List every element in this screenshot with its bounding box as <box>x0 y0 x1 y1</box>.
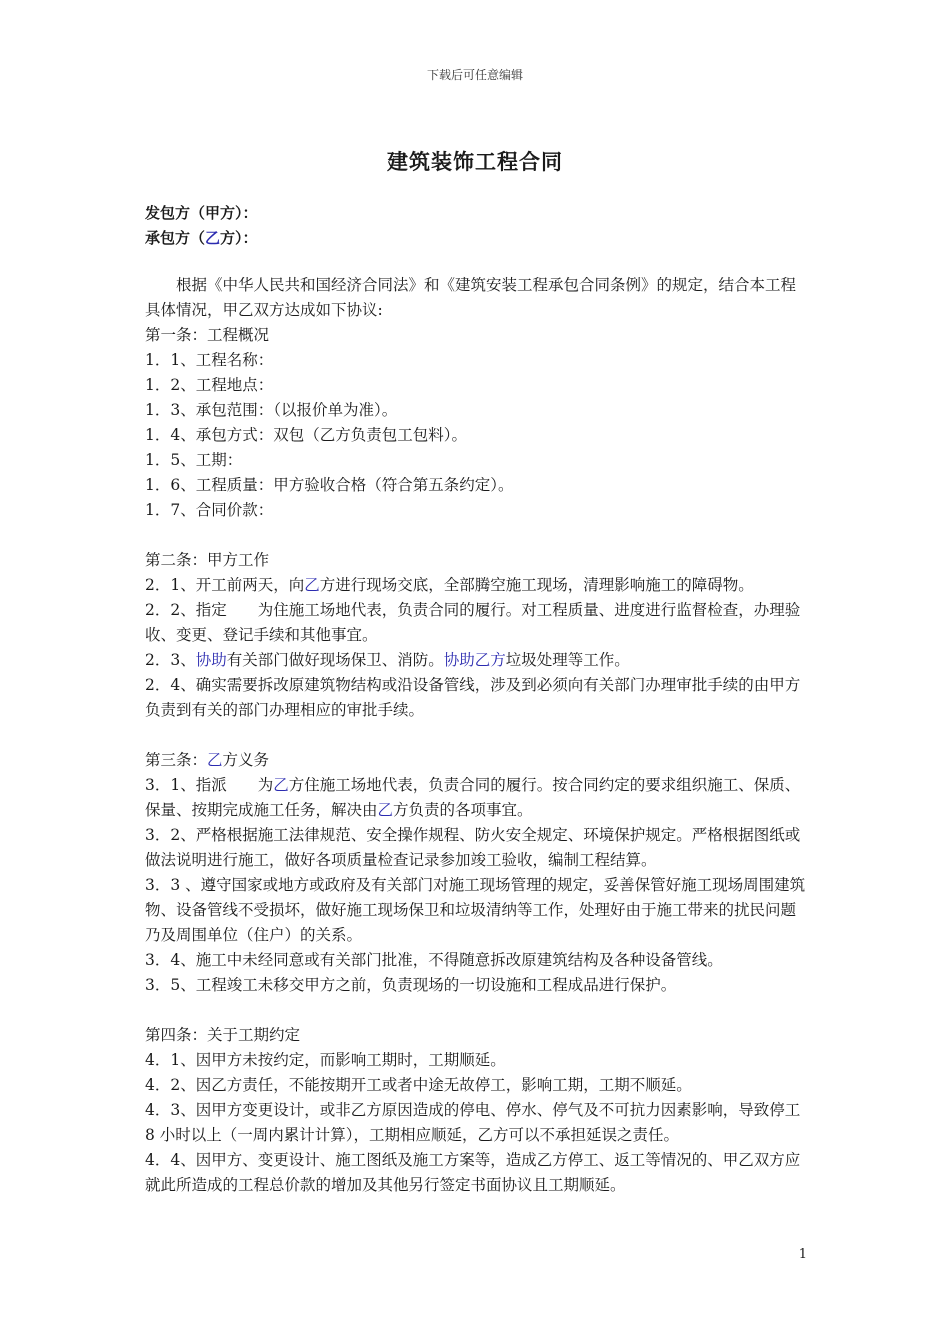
text-segment: 方义务 <box>222 751 270 769</box>
page-number: 1 <box>798 1247 807 1262</box>
party-b-line <box>145 227 258 248</box>
contract-title: 建筑装饰工程合同 <box>387 149 563 174</box>
article3-item-3: 3．3 、遵守国家或地方或政府及有关部门对施工现场管理的规定，妥善保管好施工现场周围建筑物、设备管线不受损坏，做好施工现场保卫和垃圾清纳等工作，处理好由于施工带来的扰民问题乃及周围单位（住户）的关系。 <box>145 876 806 944</box>
article3-item-1 <box>145 773 807 823</box>
article4-item: 4．3、因甲方变更设计，或非乙方原因造成的停电、停水、停气及不可抗力因素影响，导致停工 8 小时以上（一周内累计计算），工期相应顺延，乙方可以不承担延误之责任。 <box>145 1101 801 1144</box>
spacer <box>145 723 807 748</box>
article1-item: 1．5、工期： <box>145 451 243 469</box>
contract-body <box>145 273 807 1198</box>
spacer <box>145 998 807 1023</box>
highlight-segment: 乙 <box>273 776 289 794</box>
highlight-segment: 乙 <box>377 801 394 819</box>
article1-item: 1．7、合同价款： <box>145 501 274 519</box>
article2-item-2: 2．2、指定 为住施工场地代表，负责合同的履行。对工程质量、进度进行监督检查，办理验收、变更、登记手续和其他事宜。 <box>145 601 801 644</box>
article2-item-3 <box>145 648 807 673</box>
article1-item: 1．2、工程地点： <box>145 376 274 394</box>
article3-heading <box>145 748 807 773</box>
highlight-segment: 乙 <box>304 576 320 594</box>
article2-heading: 第二条：甲方工作 <box>145 551 270 569</box>
article3-item-4: 3．4、施工中未经同意或有关部门批准，不得随意拆改原建筑结构及各种设备管线。 <box>145 951 723 969</box>
article3-item-5: 3．5、工程竣工未移交甲方之前，负责现场的一切设施和工程成品进行保护。 <box>145 976 677 994</box>
highlight-segment: 乙 <box>207 751 223 769</box>
party-a-line: 发包方（甲方）： <box>145 204 258 222</box>
article4-heading: 第四条：关于工期约定 <box>145 1026 301 1044</box>
text-segment: 3．1、指派 为 <box>145 776 274 794</box>
article3-item-2: 3．2、严格根据施工法律规范、安全操作规程、防火安全规定、环境保护规定。严格根据图纸或做法说明进行施工，做好各项质量检查记录参加竣工验收，编制工程结算。 <box>145 826 801 869</box>
text-segment: 方进行现场交底，全部腾空施工现场，清理影响施工的障碍物。 <box>319 576 754 594</box>
article2-item-1 <box>145 573 807 598</box>
text-segment: 2．3、 <box>145 651 196 669</box>
spacer <box>145 523 807 548</box>
text-segment: 方负责的各项事宜。 <box>393 801 533 819</box>
article1-item: 1．4、承包方式：双包（乙方负责包工包料）。 <box>145 426 467 444</box>
article1-item: 1．1、工程名称： <box>145 351 274 369</box>
article4-item: 4．2、因乙方责任，不能按期开工或者中途无故停工，影响工期，工期不顺延。 <box>145 1076 692 1094</box>
article1-item: 1．6、工程质量：甲方验收合格（符合第五条约定）。 <box>145 476 514 494</box>
party-b-post: 方）： <box>220 229 258 247</box>
text-segment: 方住施工场地代表，负责合同的履行。按合同约定的要求组织施工、保质、保量、按期完成施工任务，解决由 <box>145 776 801 819</box>
text-segment: 垃圾处理等工作。 <box>505 651 630 669</box>
highlight-segment: 协助 <box>195 651 227 669</box>
article1-heading: 第一条：工程概况 <box>145 326 270 344</box>
page-header-note: 下载后可任意编辑 <box>426 68 523 82</box>
party-b-highlight: 乙 <box>205 229 221 247</box>
article2-item-4: 2．4、确实需要拆改原建筑物结构或沿设备管线，涉及到必须向有关部门办理审批手续的由甲方负责到有关的部门办理相应的审批手续。 <box>145 676 801 719</box>
article1-item: 1．3、承包范围：（以报价单为准）。 <box>145 401 398 419</box>
article4-item: 4．4、因甲方、变更设计、施工图纸及施工方案等，造成乙方停工、返工等情况的、甲乙双方应就此所造成的工程总价款的增加及其他另行签定书面协议且工期顺延。 <box>145 1151 801 1194</box>
text-segment: 第三条： <box>145 751 208 769</box>
text-segment: 有关部门做好现场保卫、消防。 <box>226 651 444 669</box>
text-segment: 2．1、开工前两天，向 <box>145 576 305 594</box>
article4-item: 4．1、因甲方未按约定，而影响工期时，工期顺延。 <box>145 1051 506 1069</box>
highlight-segment: 协助乙方 <box>443 651 506 669</box>
party-b-pre: 承包方（ <box>145 229 206 247</box>
intro-paragraph: 根据《中华人民共和国经济合同法》和《建筑安装工程承包合同条例》的规定，结合本工程具体情况，甲乙双方达成如下协议: <box>145 276 797 319</box>
